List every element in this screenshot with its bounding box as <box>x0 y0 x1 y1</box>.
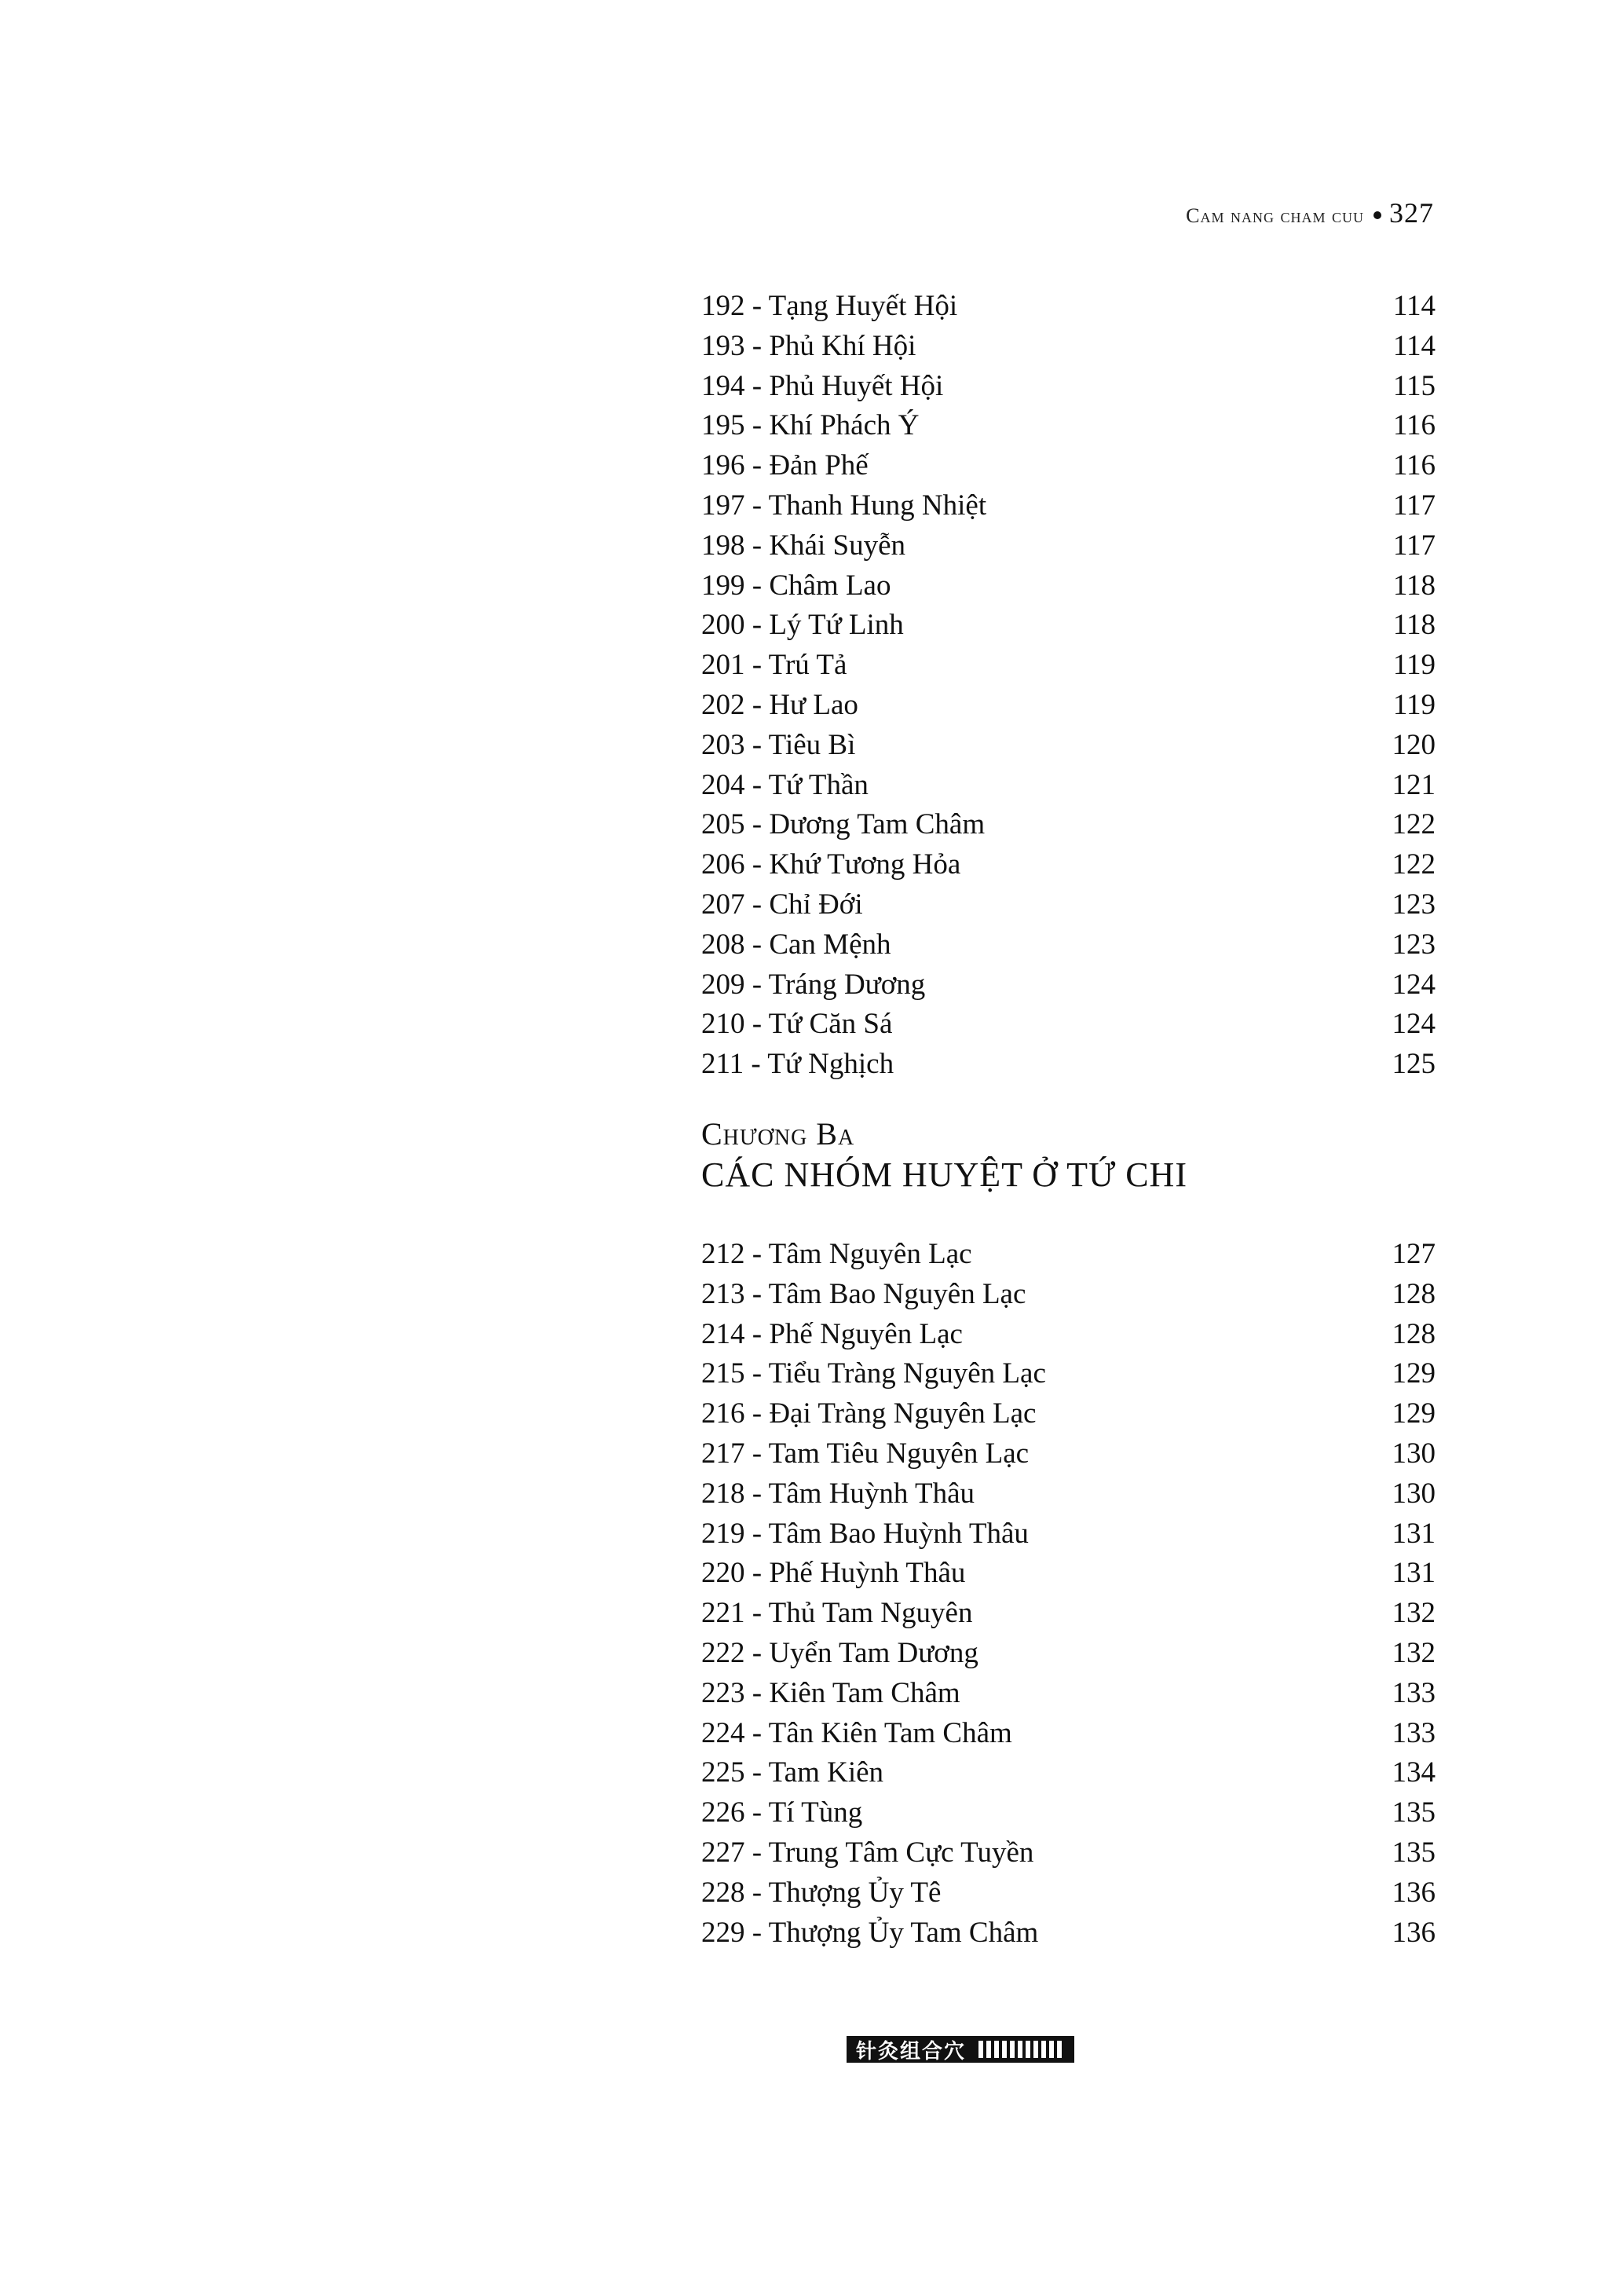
toc-entry-page: 133 <box>1392 1716 1436 1749</box>
toc-entry-page: 136 <box>1392 1916 1436 1949</box>
chapter-label: Chương Ba <box>701 1116 855 1152</box>
toc-entry-page: 117 <box>1392 529 1436 562</box>
toc-entry <box>701 287 1436 327</box>
toc-list-part2 <box>701 1235 1436 1953</box>
footer-banner-strip <box>978 2041 1065 2058</box>
toc-entry <box>701 1554 1436 1594</box>
toc-entry-page: 122 <box>1392 808 1436 841</box>
toc-entry-title: 209 - Tráng Dương <box>701 968 926 1001</box>
toc-entry-page: 119 <box>1392 649 1436 682</box>
toc-entry-title: 205 - Dương Tam Châm <box>701 808 986 841</box>
toc-entry <box>701 566 1436 606</box>
chapter-title: CÁC NHÓM HUYỆT Ở TỨ CHI <box>701 1155 1187 1194</box>
toc-entry <box>701 1793 1436 1833</box>
toc-entry-title: 204 - Tứ Thần <box>701 768 869 801</box>
toc-entry-title: 212 - Tâm Nguyên Lạc <box>701 1238 972 1270</box>
toc-entry <box>701 486 1436 526</box>
toc-entry-title: 195 - Khí Phách Ý <box>701 409 920 442</box>
toc-entry-title: 228 - Thượng Ủy Tê <box>701 1876 942 1909</box>
toc-entry-title: 193 - Phủ Khí Hội <box>701 329 916 362</box>
toc-entry-page: 128 <box>1392 1317 1436 1350</box>
toc-entry-page: 130 <box>1392 1477 1436 1510</box>
toc-entry-title: 227 - Trung Tâm Cực Tuyền <box>701 1836 1034 1869</box>
toc-entry-page: 132 <box>1392 1636 1436 1669</box>
toc-entry-title: 224 - Tân Kiên Tam Châm <box>701 1716 1012 1749</box>
toc-entry <box>701 606 1436 646</box>
toc-list-part1 <box>701 287 1436 1085</box>
toc-entry-title: 200 - Lý Tứ Linh <box>701 609 904 642</box>
toc-entry <box>701 766 1436 806</box>
toc-entry-page: 127 <box>1392 1238 1436 1270</box>
toc-entry-title: 216 - Đại Tràng Nguyên Lạc <box>701 1397 1037 1430</box>
toc-entry-page: 135 <box>1392 1836 1436 1869</box>
toc-entry <box>701 1005 1436 1045</box>
toc-entry-page: 118 <box>1392 569 1436 602</box>
toc-entry-page: 132 <box>1392 1597 1436 1630</box>
toc-entry <box>701 965 1436 1005</box>
toc-entry <box>701 367 1436 407</box>
toc-entry-title: 194 - Phủ Huyết Hội <box>701 369 944 402</box>
toc-entry <box>701 1674 1436 1714</box>
toc-entry-page: 116 <box>1392 409 1436 442</box>
toc-entry-page: 134 <box>1392 1756 1436 1789</box>
toc-entry-title: 199 - Châm Lao <box>701 569 891 602</box>
toc-entry <box>701 646 1436 686</box>
toc-entry-title: 215 - Tiểu Tràng Nguyên Lạc <box>701 1357 1046 1390</box>
toc-entry <box>701 1045 1436 1085</box>
toc-entry-page: 129 <box>1392 1357 1436 1390</box>
toc-entry <box>701 805 1436 845</box>
toc-entry <box>701 406 1436 446</box>
toc-entry-page: 131 <box>1392 1517 1436 1550</box>
toc-entry-page: 120 <box>1392 728 1436 761</box>
toc-entry-title: 197 - Thanh Hung Nhiệt <box>701 489 987 522</box>
toc-entry-page: 124 <box>1392 968 1436 1001</box>
toc-entry <box>701 1315 1436 1355</box>
running-header <box>1084 196 1434 229</box>
running-title: Cam nang cham cuu <box>1186 204 1364 227</box>
toc-entry-page: 128 <box>1392 1277 1436 1310</box>
toc-entry <box>701 1594 1436 1634</box>
toc-entry-title: 208 - Can Mệnh <box>701 928 891 961</box>
toc-entry-title: 198 - Khái Suyễn <box>701 529 905 562</box>
toc-entry-page: 124 <box>1392 1008 1436 1041</box>
toc-entry-title: 211 - Tứ Nghịch <box>701 1048 894 1081</box>
toc-entry-page: 135 <box>1392 1796 1436 1829</box>
toc-entry-page: 114 <box>1392 329 1436 362</box>
toc-entry-title: 226 - Tí Tùng <box>701 1796 863 1829</box>
toc-entry-title: 225 - Tam Kiên <box>701 1756 884 1789</box>
footer-banner <box>847 2036 1074 2063</box>
toc-entry <box>701 1873 1436 1913</box>
toc-entry-title: 202 - Hư Lao <box>701 688 858 721</box>
toc-entry-title: 221 - Thủ Tam Nguyên <box>701 1597 973 1630</box>
toc-entry <box>701 1474 1436 1514</box>
toc-entry-title: 201 - Trú Tả <box>701 649 847 682</box>
toc-entry <box>701 1514 1436 1554</box>
toc-entry-page: 116 <box>1392 449 1436 482</box>
toc-entry-page: 121 <box>1392 768 1436 801</box>
toc-entry-title: 223 - Kiên Tam Châm <box>701 1676 960 1709</box>
toc-entry <box>701 1275 1436 1315</box>
toc-entry <box>701 925 1436 965</box>
toc-entry <box>701 1634 1436 1674</box>
toc-entry <box>701 1354 1436 1394</box>
toc-entry-title: 196 - Đản Phế <box>701 449 869 482</box>
toc-entry <box>701 1753 1436 1793</box>
toc-entry-page: 123 <box>1392 928 1436 961</box>
toc-entry-title: 220 - Phế Huỳnh Thâu <box>701 1557 966 1590</box>
toc-entry-title: 222 - Uyển Tam Dương <box>701 1636 978 1669</box>
toc-entry-page: 123 <box>1392 888 1436 921</box>
toc-entry-title: 217 - Tam Tiêu Nguyên Lạc <box>701 1437 1030 1470</box>
toc-entry <box>701 1833 1436 1873</box>
toc-entry <box>701 1913 1436 1954</box>
toc-entry <box>701 885 1436 925</box>
toc-entry-title: 218 - Tâm Huỳnh Thâu <box>701 1477 975 1510</box>
toc-entry-title: 210 - Tứ Căn Sá <box>701 1008 893 1041</box>
toc-entry <box>701 686 1436 726</box>
toc-entry-page: 119 <box>1392 688 1436 721</box>
toc-entry-page: 122 <box>1392 848 1436 881</box>
toc-entry-page: 125 <box>1392 1048 1436 1081</box>
toc-entry-title: 192 - Tạng Huyết Hội <box>701 290 958 322</box>
toc-entry-title: 214 - Phế Nguyên Lạc <box>701 1317 963 1350</box>
page-number: 327 <box>1389 197 1434 229</box>
toc-entry <box>701 726 1436 766</box>
bullet-dot <box>1373 211 1381 219</box>
toc-entry-page: 131 <box>1392 1557 1436 1590</box>
toc-entry-page: 130 <box>1392 1437 1436 1470</box>
toc-entry-title: 213 - Tâm Bao Nguyên Lạc <box>701 1277 1026 1310</box>
toc-entry-page: 136 <box>1392 1876 1436 1909</box>
toc-entry-page: 117 <box>1392 489 1436 522</box>
toc-entry-page: 115 <box>1392 369 1436 402</box>
toc-entry <box>701 1235 1436 1275</box>
toc-entry-page: 129 <box>1392 1397 1436 1430</box>
toc-entry <box>701 1714 1436 1754</box>
toc-entry-page: 114 <box>1392 290 1436 322</box>
footer-banner-text: 针灸组合穴 <box>856 2039 967 2063</box>
toc-entry <box>701 327 1436 367</box>
toc-entry-title: 203 - Tiêu Bì <box>701 728 856 761</box>
toc-entry <box>701 1434 1436 1474</box>
toc-entry <box>701 845 1436 885</box>
toc-entry-page: 118 <box>1392 609 1436 642</box>
toc-entry <box>701 446 1436 486</box>
toc-entry <box>701 1394 1436 1434</box>
toc-entry-title: 206 - Khứ Tương Hỏa <box>701 848 961 881</box>
toc-entry <box>701 526 1436 566</box>
toc-entry-title: 207 - Chỉ Đới <box>701 888 863 921</box>
toc-entry-title: 219 - Tâm Bao Huỳnh Thâu <box>701 1517 1029 1550</box>
toc-entry-page: 133 <box>1392 1676 1436 1709</box>
toc-entry-title: 229 - Thượng Ủy Tam Châm <box>701 1916 1039 1949</box>
